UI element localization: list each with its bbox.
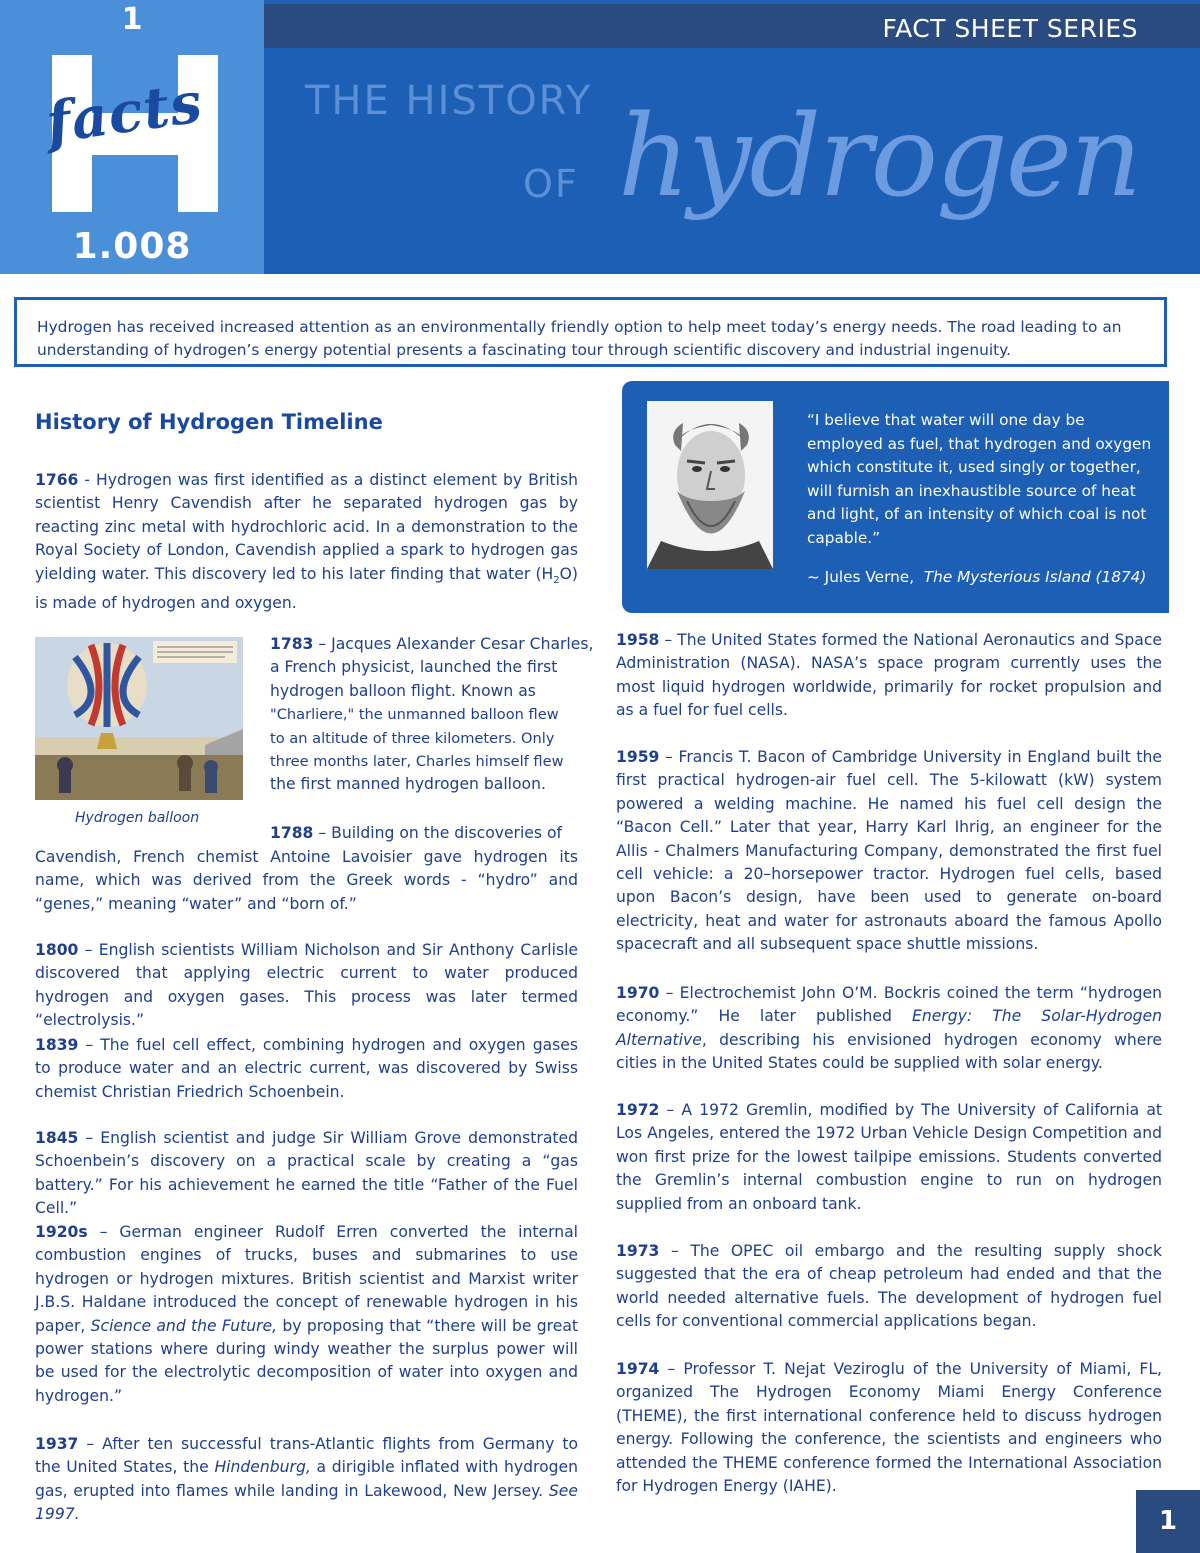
entry-text: by proposing that “there will be great power stations where during windy weather the surplus power will be used for the electrolytic decomposition of water into oxygen and hydrogen.” xyxy=(35,1316,578,1405)
intro-box xyxy=(14,297,1167,367)
entry-1974 xyxy=(616,1358,1162,1498)
year-1959: 1959 xyxy=(616,748,660,766)
entry-1937 xyxy=(35,1433,578,1527)
entry-text: – English scientist and judge Sir William Grove demonstrated Schoenbein’s discovery on a practical scale by creating a “gas battery.” For his achievement he earned the title “Father of the Fuel Cell.” xyxy=(35,1129,578,1218)
entry-1959 xyxy=(616,746,1162,957)
year-1958: 1958 xyxy=(616,631,660,649)
entry-text: – After ten successful trans-Atlantic flights from Germany to the United States, the xyxy=(35,1435,578,1477)
year-1973: 1973 xyxy=(616,1242,660,1260)
entry-text: , describing his envisioned hydrogen economy where cities in the United States could be supplied with solar energy. xyxy=(616,1030,1162,1073)
jules-verne-portrait xyxy=(647,401,773,569)
intro-line-2: understanding of hydrogen’s energy potential presents a fascinating tour through scientific discovery and industrial ingenuity. xyxy=(37,341,1011,359)
entry-text: to an altitude of three kilometers. Only xyxy=(270,729,555,747)
entry-text: – Professor T. Nejat Veziroglu of the University of Miami, FL, organized The Hydrogen Economy Miami Energy Conference (THEME), the first international conference held to discuss hydrogen energy. Following the conference, the scientists and engineers who attended the THEME conference formed the International Association for Hydrogen Energy (IAHE). xyxy=(616,1360,1162,1496)
entry-text: – The United States formed the National Aeronautics and Space Administration (NASA). NASA’s space program currently uses the most liquid hydrogen worldwide, primarily for rocket propulsion and as a fuel for fuel cells. xyxy=(616,631,1162,720)
ship-name: Hindenburg, xyxy=(214,1458,311,1477)
year-1839: 1839 xyxy=(35,1036,79,1054)
entry-1970 xyxy=(616,982,1162,1076)
entry-1788-first-line xyxy=(270,822,578,845)
title-hydrogen: hydrogen xyxy=(618,92,1141,222)
entry-1783 xyxy=(270,633,594,797)
entry-text: hydrogen balloon flight. Known as xyxy=(270,681,536,700)
year-1788: 1788 xyxy=(270,824,314,842)
entry-text: – Building on the discoveries of xyxy=(313,824,563,842)
year-1920s: 1920s xyxy=(35,1223,88,1241)
entry-text: "Charliere," the unmanned balloon flew xyxy=(270,706,559,724)
atomic-mass: 1.008 xyxy=(72,226,192,267)
entry-text: the first manned hydrogen balloon. xyxy=(270,775,546,794)
entry-1920s xyxy=(35,1221,578,1408)
subscript: 2 xyxy=(553,574,560,586)
title-of: OF xyxy=(523,162,579,206)
year-1970: 1970 xyxy=(616,984,660,1002)
year-1783: 1783 xyxy=(270,635,314,653)
title-the-history: THE HISTORY xyxy=(305,78,593,124)
book-title: Energy: The Solar-Hydrogen Alternative xyxy=(616,1007,1162,1049)
quote-author: ~ Jules Verne, xyxy=(807,568,924,586)
balloon-caption: Hydrogen balloon xyxy=(75,810,200,826)
entry-text: a dirigible inflated with hydrogen gas, erupted into flames while landing in Lakewood, New Jersey. xyxy=(35,1458,578,1500)
year-1937: 1937 xyxy=(35,1435,79,1453)
entry-text: – Jacques Alexander Cesar Charles, xyxy=(313,635,594,653)
entry-1973 xyxy=(616,1240,1162,1334)
facts-logo-word: facts xyxy=(42,69,207,157)
entry-text: – Francis T. Bacon of Cambridge University in England built the first practical hydrogen-air fuel cell. The 5-kilowatt (kW) system powered a welding machine. He named his fuel cell design the “Bacon Cell.” Later that year, Harry Karl Ihrig, an engineer for the Allis - Chalmers Manufacturing Company, demonstrated the first fuel cell vehicle: a 20–horsepower tractor. Hydrogen fuel cells, based upon Bacon’s design, have been used to generate on-board electricity, heat and water for astronauts aboard the famous Apollo spacecraft and all subsequent space shuttle missions. xyxy=(616,748,1162,954)
entry-text: – Electrochemist John O’M. Bockris coined the term “hydrogen economy.” He later published xyxy=(616,984,1162,1026)
entry-1972 xyxy=(616,1099,1162,1216)
entry-text: – German engineer Rudolf Erren converted the internal combustion engines of trucks, buses and submarines to use hydrogen or hydrogen mixtures. British scientist and Marxist writer J.B.S. Haldane introduced the concept of renewable hydrogen in his paper, xyxy=(35,1223,578,1335)
entry-1845 xyxy=(35,1127,578,1221)
entry-text: a French physicist, launched the first xyxy=(270,658,558,677)
entry-text: - Hydrogen was first identified as a distinct element by British scientist Henry Cavendish after he separated hydrogen gas by reacting zinc metal with hydrochloric acid. In a demonstration to the Royal Society of London, Cavendish applied a spark to hydrogen gas yielding water. This discovery led to his later finding that water (H xyxy=(35,471,578,583)
year-1766: 1766 xyxy=(35,471,79,489)
entry-text: – A 1972 Gremlin, modified by The University of California at Los Angeles, entered the 1972 Urban Vehicle Design Competition and won first prize for the lowest tailpipe emissions. Students converted the Gremlin’s internal combustion engine to run on hydrogen supplied from an onboard tank. xyxy=(616,1101,1162,1213)
entry-text: – The OPEC oil embargo and the resulting supply shock suggested that the era of cheap petroleum had ended and that the world needed alternative fuels. The development of hydrogen fuel cells for conventional commercial applications began. xyxy=(616,1242,1162,1331)
paper-title: Science and the Future, xyxy=(90,1316,278,1335)
quote-work: The Mysterious Island (1874) xyxy=(923,568,1147,586)
quote-attribution xyxy=(807,568,1146,586)
entry-1958 xyxy=(616,629,1162,723)
year-1800: 1800 xyxy=(35,941,79,959)
year-1845: 1845 xyxy=(35,1129,79,1147)
hydrogen-balloon-image xyxy=(35,637,243,800)
entry-1788 xyxy=(35,846,578,916)
intro-line-1: Hydrogen has received increased attention as an environmentally friendly option to help meet today’s energy needs. The road leading to an xyxy=(37,318,1122,336)
element-number: 1 xyxy=(121,2,143,37)
year-1972: 1972 xyxy=(616,1101,660,1119)
cross-reference: See 1997. xyxy=(35,1481,578,1524)
quote-text: “I believe that water will one day be employed as fuel, that hydrogen and oxygen which constitute it, used singly or together, will furnish an inexhaustible source of heat and light, of an intensity of which coal is not capable.” xyxy=(807,411,1152,547)
series-label: FACT SHEET SERIES xyxy=(882,14,1138,43)
timeline-heading: History of Hydrogen Timeline xyxy=(35,410,383,434)
entry-1839 xyxy=(35,1034,578,1104)
series-bar xyxy=(264,4,1200,48)
entry-1800 xyxy=(35,939,578,1033)
entry-text: three months later, Charles himself flew xyxy=(270,753,564,771)
entry-text: O) is made of hydrogen and oxygen. xyxy=(35,564,578,613)
page-number: 1 xyxy=(1136,1490,1200,1553)
entry-1766 xyxy=(35,469,578,616)
entry-text: – The fuel cell effect, combining hydrogen and oxygen gases to produce water and an electric current, was discovered by Swiss chemist Christian Friedrich Schoenbein. xyxy=(35,1036,578,1101)
year-1974: 1974 xyxy=(616,1360,660,1378)
entry-text: Cavendish, French chemist Antoine Lavoisier gave hydrogen its name, which was derived from the Greek words - “hydro” and “genes,” meaning “water” and “born of.” xyxy=(35,848,578,913)
entry-text: – English scientists William Nicholson and Sir Anthony Carlisle discovered that applying electric current to water produced hydrogen and oxygen gases. This process was later termed “electrolysis.” xyxy=(35,941,578,1030)
